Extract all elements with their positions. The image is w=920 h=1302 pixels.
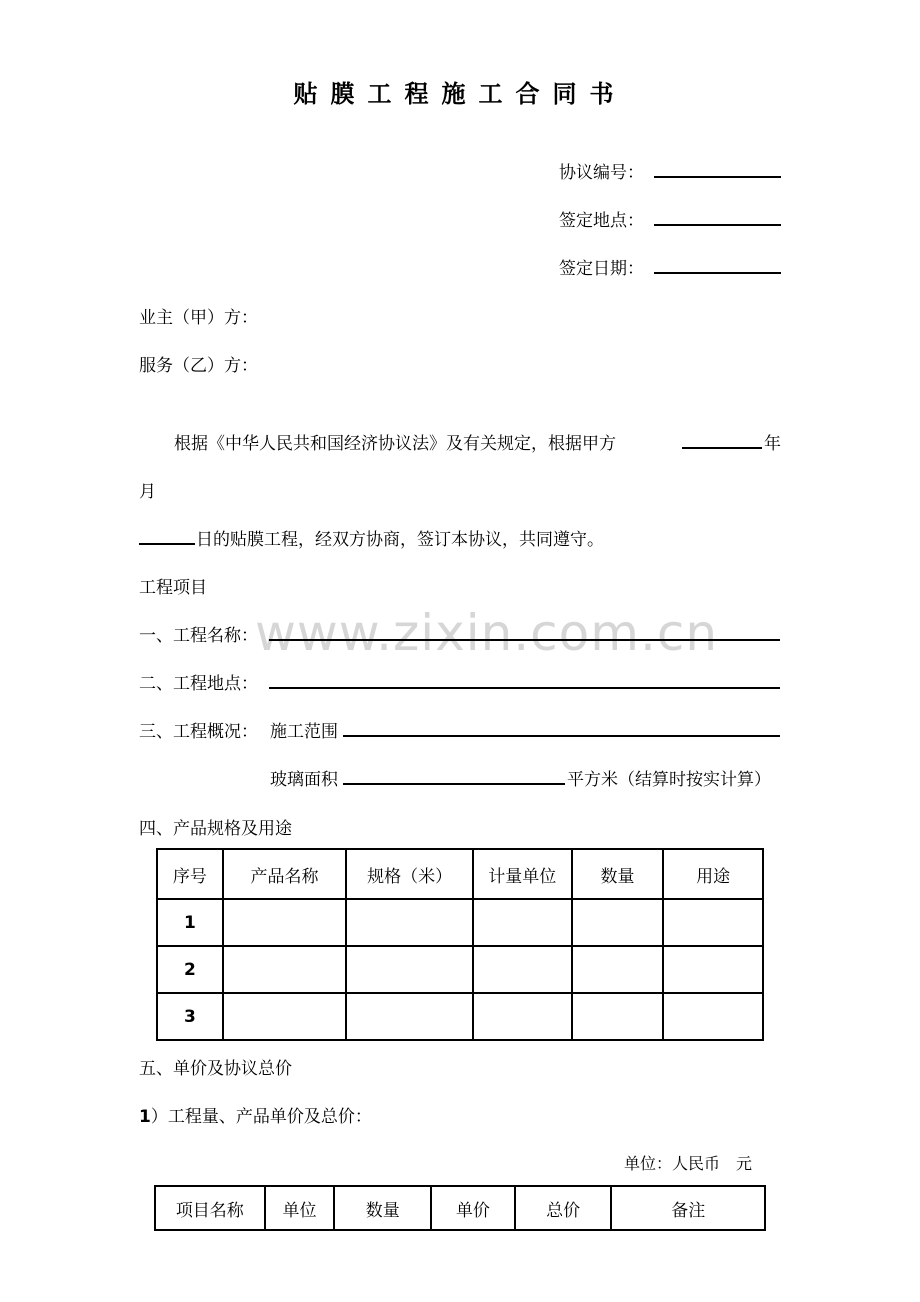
agreement-no-label: 协议编号： [559, 163, 644, 183]
agreement-no-field[interactable] [654, 176, 781, 178]
scope-label: 施工范围 [270, 722, 338, 742]
service-party-label: 服务（乙）方： [139, 356, 258, 376]
project-location-field[interactable] [269, 687, 780, 689]
project-name-label: 一、工程名称： [139, 626, 258, 646]
table-cell[interactable] [663, 899, 763, 946]
document-title: 贴膜工程施工合同书 [293, 80, 627, 108]
table-header-row [157, 849, 763, 899]
table-cell[interactable] [223, 993, 347, 1040]
preamble-day-field[interactable] [139, 543, 195, 545]
header-cell: 单位 [265, 1186, 335, 1230]
table-cell[interactable] [473, 993, 572, 1040]
glass-area-unit: 平方米（结算时按实计算） [567, 770, 771, 790]
pricing-table [154, 1185, 766, 1231]
watermark: www.zixin.com.cn [255, 604, 719, 662]
subsection-number: 1 [139, 1107, 151, 1127]
table-cell[interactable] [572, 993, 664, 1040]
table-cell[interactable] [473, 899, 572, 946]
preamble-text-2: 日的贴膜工程，经双方协商，签订本协议，共同遵守。 [196, 530, 604, 550]
project-overview-label: 三、工程概况： [139, 722, 258, 742]
header-cell: 序号 [157, 849, 223, 899]
preamble-year-label: 年 [764, 434, 781, 454]
header-cell: 项目名称 [155, 1186, 265, 1230]
header-cell: 备注 [611, 1186, 765, 1230]
product-spec-table [156, 848, 764, 1041]
section4-heading: 四、产品规格及用途 [139, 819, 292, 839]
table-cell[interactable] [346, 946, 473, 993]
signing-place-label: 签定地点： [559, 211, 644, 231]
preamble-text-1: 根据《中华人民共和国经济协议法》及有关规定，根据甲方 [174, 434, 616, 454]
table-cell[interactable] [346, 899, 473, 946]
table-cell[interactable] [572, 899, 664, 946]
table-cell[interactable] [473, 946, 572, 993]
scope-field[interactable] [343, 735, 780, 737]
header-cell: 数量 [334, 1186, 431, 1230]
header-cell: 产品名称 [223, 849, 347, 899]
owner-party-label: 业主（甲）方： [139, 308, 258, 328]
table-cell[interactable] [572, 946, 664, 993]
header-cell: 总价 [515, 1186, 612, 1230]
section5-heading: 五、单价及协议总价 [139, 1059, 292, 1079]
table-row [157, 993, 763, 1040]
signing-date-field[interactable] [654, 272, 781, 274]
table-cell[interactable] [663, 946, 763, 993]
signing-place-field[interactable] [654, 224, 781, 226]
table-cell[interactable] [223, 946, 347, 993]
subsection-1 [139, 1102, 372, 1127]
project-heading: 工程项目 [139, 578, 207, 598]
row-number: 1 [157, 899, 223, 946]
header-cell: 规格（米） [346, 849, 473, 899]
table-header-row [155, 1186, 765, 1230]
table-row [157, 946, 763, 993]
preamble-month-label: 月 [139, 482, 156, 502]
glass-area-field[interactable] [343, 783, 565, 785]
signing-date-label: 签定日期： [559, 259, 644, 279]
project-location-label: 二、工程地点： [139, 674, 258, 694]
row-number: 2 [157, 946, 223, 993]
header-cell: 用途 [663, 849, 763, 899]
table-cell[interactable] [223, 899, 347, 946]
preamble-year-field[interactable] [682, 447, 762, 449]
header-cell: 计量单位 [473, 849, 572, 899]
table-cell[interactable] [663, 993, 763, 1040]
table-row [157, 899, 763, 946]
header-cell: 单价 [431, 1186, 515, 1230]
row-number: 3 [157, 993, 223, 1040]
subsection-text: ）工程量、产品单价及总价： [150, 1107, 372, 1127]
table-cell[interactable] [346, 993, 473, 1040]
header-cell: 数量 [572, 849, 664, 899]
glass-area-label: 玻璃面积 [270, 770, 338, 790]
project-name-field[interactable] [269, 639, 780, 641]
currency-unit-note: 单位：人民币 元 [623, 1154, 752, 1173]
